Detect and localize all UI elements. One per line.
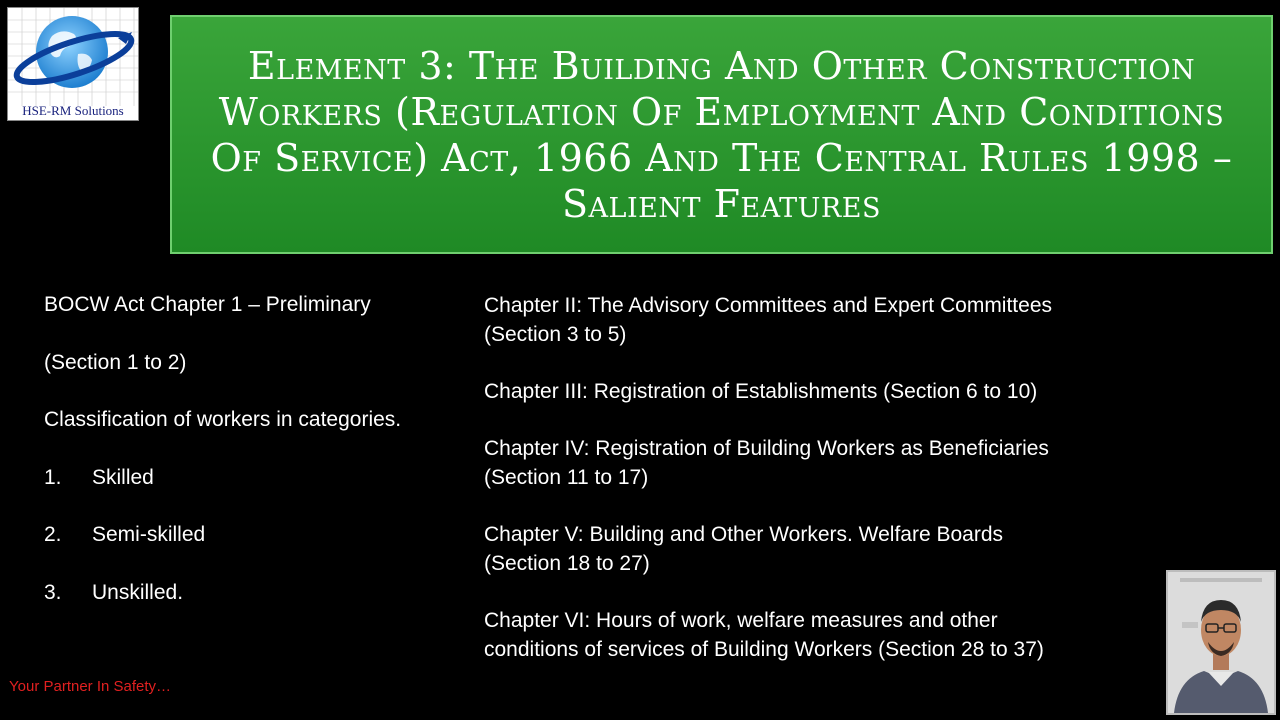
presenter-avatar-icon (1168, 572, 1274, 713)
chapter-sections: conditions of services of Building Workers (Section 28 to 37) (484, 638, 1044, 661)
logo-text: HSE-RM Solutions (22, 103, 124, 118)
classification-heading: Classification of workers in categories. (44, 408, 402, 431)
chapter-1-heading: BOCW Act Chapter 1 – Preliminary (44, 293, 371, 316)
list-number: 2. (44, 523, 62, 546)
tagline: Your Partner In Safety… (9, 678, 172, 695)
list-text: Unskilled. (92, 580, 184, 604)
chapter-item (484, 520, 1164, 578)
title-banner (170, 15, 1273, 254)
presenter-video (1166, 570, 1276, 715)
chapter-title: Chapter III: Registration of Establishments (Section 6 to 10) (484, 380, 1038, 403)
chapter-title: Chapter VI: Hours of work, welfare measures and other (484, 609, 998, 632)
chapter-sections: (Section 11 to 17) (484, 466, 649, 489)
company-logo (7, 7, 139, 121)
right-column (484, 291, 1164, 692)
chapter-item (484, 377, 1164, 406)
slide-title: Element 3: The Building And Other Construction Workers (Regulation Of Employment And Conditions Of Service) Act, 1966 And The Central Rules 1998 – Salient Features (210, 43, 1233, 226)
list-text: Semi-skilled (92, 523, 206, 546)
list-item (44, 521, 474, 579)
list-text: Skilled (92, 465, 154, 489)
chapter-sections: (Section 18 to 27) (484, 552, 650, 575)
chapter-title: Chapter V: Building and Other Workers. Welfare Boards (484, 523, 1004, 546)
chapter-sections: (Section 3 to 5) (484, 323, 627, 346)
globe-logo-icon (8, 8, 139, 106)
chapter-item (484, 606, 1164, 664)
chapter-title: Chapter IV: Registration of Building Workers as Beneficiaries (484, 437, 1049, 460)
list-number: 1. (44, 465, 62, 489)
chapter-1-sections: (Section 1 to 2) (44, 350, 187, 374)
chapter-title: Chapter II: The Advisory Committees and Expert Committees (484, 294, 1053, 317)
list-item (44, 579, 474, 637)
chapter-item (484, 434, 1164, 492)
left-column (44, 291, 474, 636)
list-item (44, 464, 474, 522)
chapter-item (484, 291, 1164, 349)
list-number: 3. (44, 580, 62, 604)
